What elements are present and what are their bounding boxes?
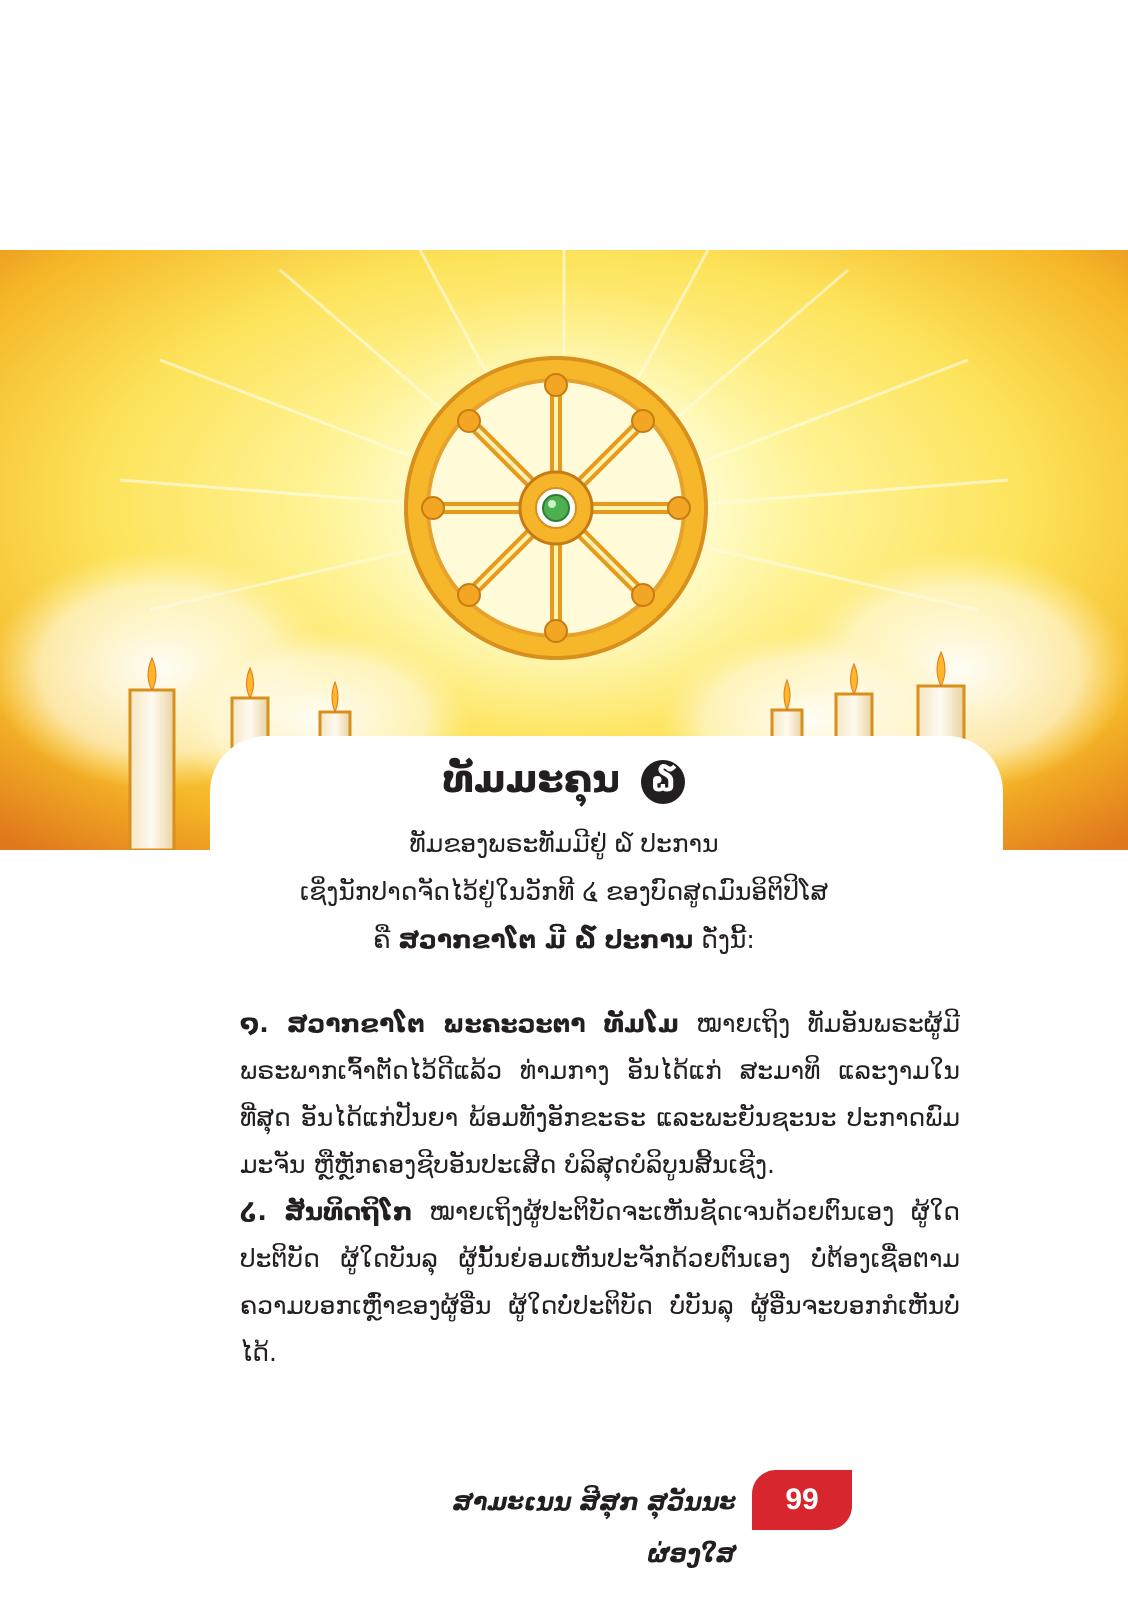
section-heading [0, 754, 1128, 804]
list-item-text: ໝາຍເຖິງຜູ້ປະຕິບັດຈະເຫັນຊັດເຈນດ້ວຍຕົນເອງ ຜູ້ໃດປະຕິບັດ ຜູ້ໃດບັນລຸ ຜູ້ນັ້ນຍ່ອມເຫັນປະຈັກດ້ວຍຕົນເອງ ບໍ່ຕ້ອງເຊື່ອຕາມຄວາມບອກເຫຼົ່າຂອງຜູ້ອື່ນ ຜູ້ໃດບໍ່ປະຕິບັດ ບໍ່ບັນລຸ ຜູ້ອື່ນຈະບອກກໍເຫັນບໍ່ໄດ້. [240, 1197, 960, 1367]
list-item-text: ໝາຍເຖິງ ທັມອັນພຣະຜູ້ມີພຣະພາກເຈົ້າຕັດໄວ້ດີແລ້ວ ທ່າມກາງ ອັນໄດ້ແກ່ ສະມາທິ ແລະງາມໃນທີ່ສຸດ ອັນໄດ້ແກ່ປັນຍາ ພ້ອມທັງອັກຂະຣະ ແລະພະຍັນຊະນະ ປະກາດພົມມະຈັນ ຫຼືຫຼັກຄອງຊີບອັນປະເສີດ ບໍລິສຸດບໍລິບູນສິ້ນເຊີງ. [240, 1009, 960, 1179]
section-title: ທັມມະຄຸນ [442, 757, 620, 801]
intro-line-3-prefix: ຄື [373, 925, 399, 954]
intro-line-1: ທັມຂອງພຣະທັມມີຢູ່ ໖ ປະການ [409, 829, 719, 858]
page-number-badge: 99 [752, 1470, 852, 1530]
body-text [240, 1000, 960, 1376]
intro-line-2: ເຊິ່ງນັກປາດຈັດໄວ້ຢູ່ໃນວັກທີ ໔ ຂອງບົດສູດມົນອິຕິປິໂສ [299, 877, 829, 906]
section-number-badge: ໖ [641, 760, 685, 804]
intro-line-3 [230, 916, 898, 964]
list-item [240, 1000, 960, 1188]
intro-block [230, 820, 898, 964]
intro-line-3-bold: ສວາກຂາໂຕ ມີ ໖ ປະການ [398, 925, 694, 954]
intro-line-3-suffix: ດັ່ງນີ້: [693, 925, 755, 954]
list-item [240, 1188, 960, 1376]
list-item-heading: ໒. ສັນທິດຖິໂກ [240, 1197, 413, 1226]
list-item-heading: ໑. ສວາກຂາໂຕ ພະຄະວະຕາ ທັມໂມ [240, 1009, 679, 1038]
book-title: ສາມະເນນ ສີສຸກ ສຸວັນນະຜ່ອງໃສ [452, 1488, 736, 1568]
